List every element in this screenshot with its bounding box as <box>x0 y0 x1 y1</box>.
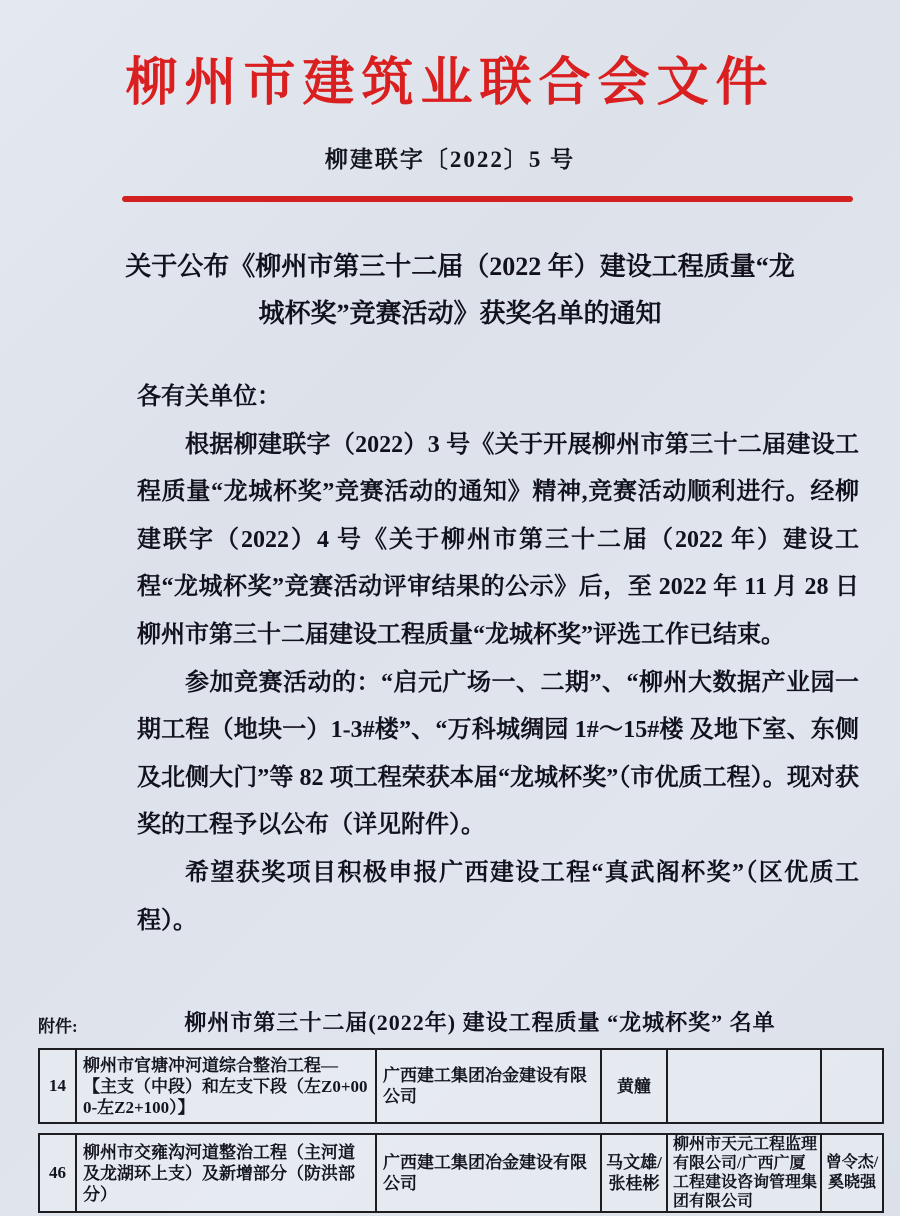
cell-builder-company: 广西建工集团冶金建设有限公司 <box>377 1050 602 1122</box>
cell-supervisor-person <box>822 1050 882 1122</box>
document-title-line2: 城杯奖”竞赛活动》获奖名单的通知 <box>258 299 662 328</box>
paragraph-2: 参加竞赛活动的：“启元广场一、二期”、“柳州大数据产业园一期工程（地块一）1-3#楼”、“万科城绸园 1#～15#楼 及地下室、东侧及北侧大门”等 82 项工程荣获本届“龙城杯奖”（市优质工程）。现对获奖的工程予以公布（详见附件）。 <box>137 669 859 839</box>
document-title <box>80 243 840 337</box>
cell-supervisor-company: 柳州市天元工程监理有限公司/广西广厦工程建设咨询管理集团有限公司 <box>668 1135 822 1211</box>
award-table <box>38 1048 884 1216</box>
cell-row-number: 46 <box>40 1135 77 1211</box>
attachment-label: 附件: <box>38 1017 78 1036</box>
cell-supervisor-person: 曾令杰/奚晓强 <box>825 1154 879 1191</box>
cell-project-name: 柳州市交雍沟河道整治工程（主河道及龙湖环上支）及新增部分（防洪部分） <box>77 1135 377 1211</box>
salutation: 各有关单位： <box>137 384 281 410</box>
document-body <box>137 374 859 945</box>
table-row <box>38 1133 884 1213</box>
org-title: 柳州市建筑业联合会文件 <box>125 55 775 112</box>
cell-builder-person: 马文雄/张桂彬 <box>602 1135 668 1211</box>
red-divider <box>122 196 853 202</box>
cell-builder-person: 黄艟 <box>602 1050 668 1122</box>
cell-row-number: 14 <box>40 1050 77 1122</box>
cell-project-name: 柳州市官塘冲河道综合整治工程—【主支（中段）和左支下段（左Z0+000-左Z2+100）】 <box>77 1050 377 1122</box>
paragraph-1: 根据柳建联字（2022）3 号《关于开展柳州市第三十二届建设工程质量“龙城杯奖”竞赛活动的通知》精神,竞赛活动顺利进行。经柳建联字（2022）4 号《关于柳州市第三十二届（2022 年）建设工程“龙城杯奖”竞赛活动评审结果的公示》后，至 2022 年 11 月 28 日柳州市第三十二届建设工程质量“龙城杯奖”评选工作已结束。 <box>137 431 859 648</box>
cell-supervisor-company <box>668 1050 822 1122</box>
cell-builder-company: 广西建工集团冶金建设有限公司 <box>377 1135 602 1211</box>
table-row <box>38 1048 884 1124</box>
document-number: 柳建联字〔2022〕5 号 <box>324 147 576 172</box>
document-title-line1: 关于公布《柳州市第三十二届（2022 年）建设工程质量“龙 <box>125 252 795 281</box>
paragraph-3: 希望获奖项目积极申报广西建设工程“真武阁杯奖”（区优质工程）。 <box>137 859 859 934</box>
attachment-title: 柳州市第三十二届(2022年) 建设工程质量 “龙城杯奖” 名单 <box>184 1010 776 1035</box>
